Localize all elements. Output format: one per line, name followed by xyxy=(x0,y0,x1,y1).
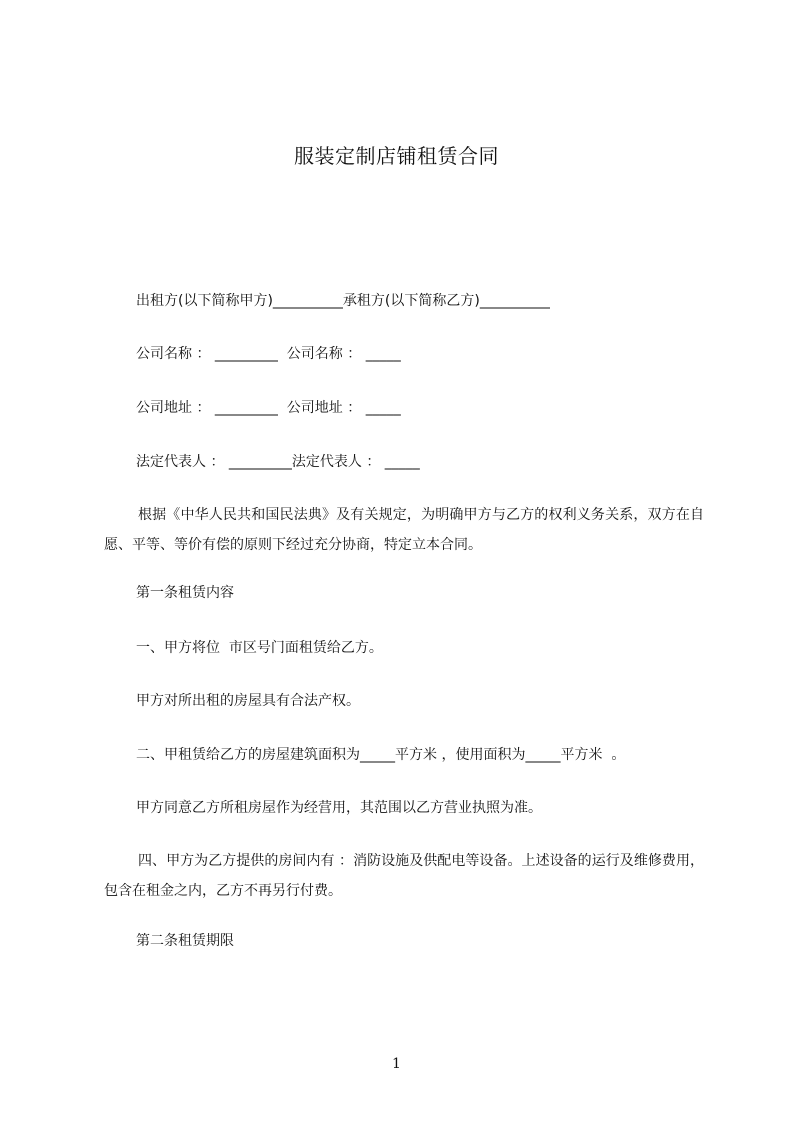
article-1-heading: 第一条租赁内容 xyxy=(136,585,234,601)
article-1-item-4: 四、甲方为乙方提供的房间内有 ：消防设施及供配电等设备。上述设备的运行及维修费用，包含在租金之内，乙方不再另行付费。 xyxy=(104,853,704,899)
company-name-line: 公司名称 ： _________ 公司名称 ： _____ xyxy=(136,346,401,362)
company-address-line: 公司地址 ： _________ 公司地址 ： _____ xyxy=(136,400,401,416)
page-number: 1 xyxy=(392,1056,401,1072)
article-1-item-1: 一、甲方将位 市区号门面租赁给乙方。 xyxy=(136,640,383,656)
document-title: 服装定制店铺租赁合同 xyxy=(294,144,499,168)
legal-representative-line: 法定代表人 ： _________法定代表人 ： _____ xyxy=(136,454,420,470)
article-2-heading: 第二条租赁期限 xyxy=(136,933,234,949)
preamble-paragraph: 根据《中华人民共和国民法典》及有关规定，为明确甲方与乙方的权利义务关系，双方在自愿、平等、等价有偿的原则下经过充分协商，特定立本合同。 xyxy=(104,507,704,553)
article-1-item-2: 二、甲租赁给乙方的房屋建筑面积为_____平方米 ，使用面积为_____平方米 。 xyxy=(136,747,626,763)
parties-line: 出租方(以下简称甲方)__________承租方(以下简称乙方)__________ xyxy=(136,293,550,309)
ownership-statement: 甲方对所出租的房屋具有合法产权。 xyxy=(136,693,360,709)
usage-statement: 甲方同意乙方所租房屋作为经营用，其范围以乙方营业执照为准。 xyxy=(136,800,542,816)
